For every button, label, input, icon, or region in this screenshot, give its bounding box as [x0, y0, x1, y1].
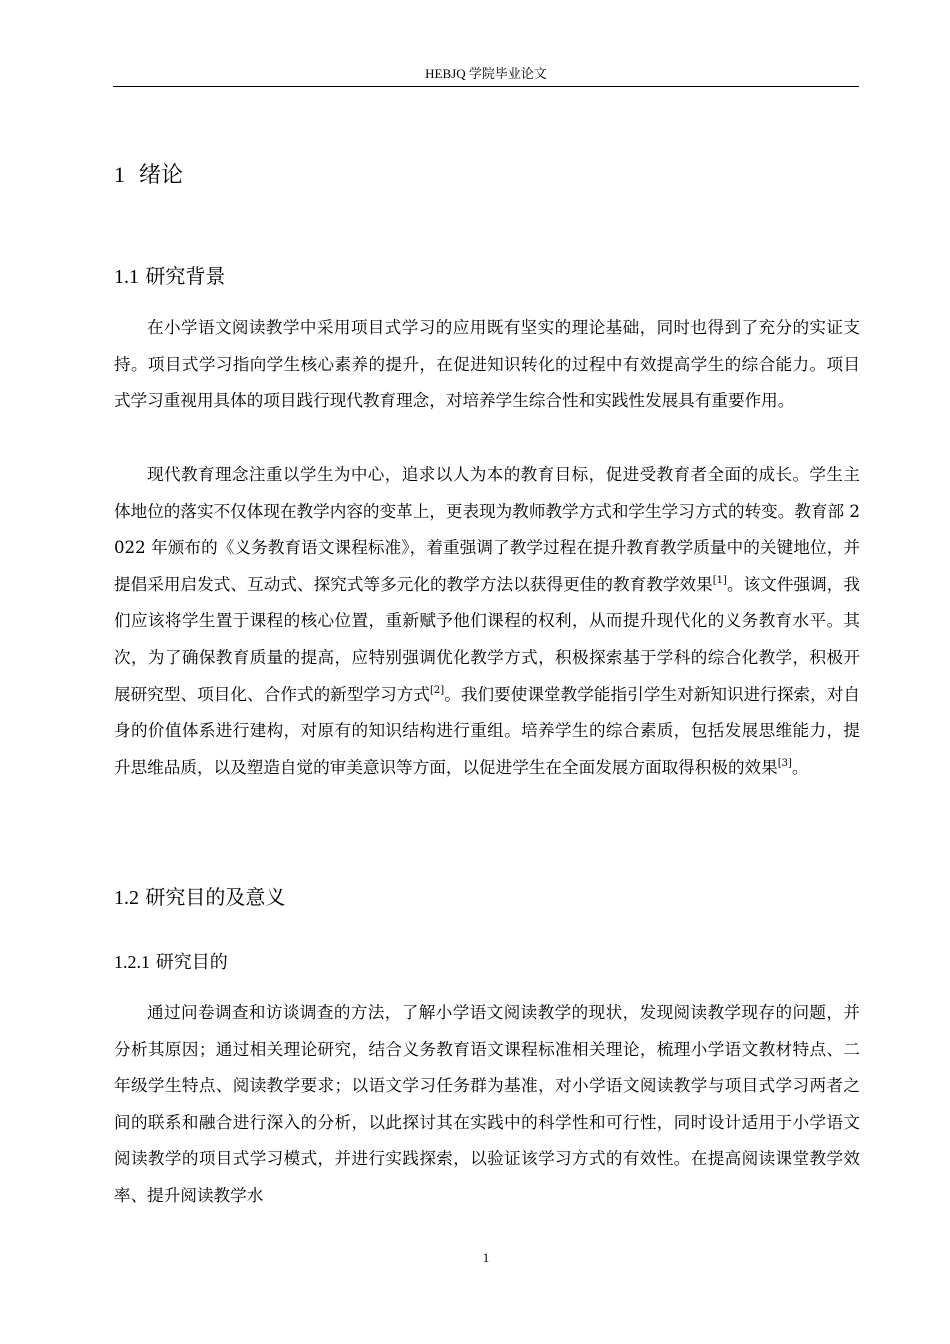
subsection-number: 1.2.1	[114, 952, 150, 972]
paragraph-text: 。我们要使课堂教学能指引学生对新知识进行探索，对自身的价值体系进行建构，对原有的知识结构进行重组。培养学生的综合素质，包括发展思维能力，提升思维品质，以及塑造自觉的审美意识等方面，以促进学生在全面发展方面取得积极的效果	[114, 684, 860, 777]
paragraph-text: 。	[791, 757, 809, 777]
chapter-heading	[114, 160, 183, 191]
chapter-number: 1	[114, 162, 125, 187]
section-heading-1-2	[114, 883, 285, 912]
paragraph-background-2	[114, 457, 860, 786]
citation-ref-3: [3]	[777, 757, 792, 769]
paragraph-text: 。该文件强调，我们应该将学生置于课程的核心位置，重新赋予他们课程的权利，从而提升现代化的义务教育水平。其次，为了确保教育质量的提高，应特别强调优化教学方式，积极探索基于学科的综合化教学，积极开展研究型、项目化、合作式的新型学习方式	[114, 574, 861, 704]
section-number: 1.1	[114, 266, 139, 288]
citation-ref-2: [2]	[430, 684, 445, 696]
citation-ref-1: [1]	[712, 574, 727, 586]
subsection-title: 研究目的	[155, 952, 228, 973]
page-number: 1	[482, 1250, 490, 1265]
section-title: 研究背景	[145, 264, 226, 288]
running-header: HEBJQ 学院毕业论文	[425, 66, 547, 81]
paragraph-purpose: 通过问卷调查和访谈调查的方法，了解小学语文阅读教学的现状，发现阅读教学现存的问题，并分析其原因；通过相关理论研究，结合义务教育语文课程标准相关理论，梳理小学语文教材特点、二年级学生特点、阅读教学要求；以语文学习任务群为基准，对小学语文阅读教学与项目式学习两者之间的联系和融合进行深入的分析，以此探讨其在实践中的科学性和可行性，同时设计适用于小学语文阅读教学的项目式学习模式，并进行实践探索，以验证该学习方式的有效性。在提高阅读课堂教学效率、提升阅读教学水	[114, 1003, 860, 1205]
section-number: 1.2	[114, 887, 139, 909]
subsection-heading-1-2-1	[114, 949, 228, 976]
paragraph-background-1: 在小学语文阅读教学中采用项目式学习的应用既有坚实的理论基础，同时也得到了充分的实证支持。项目式学习指向学生核心素养的提升，在促进知识转化的过程中有效提高学生的综合能力。项目式学习重视用具体的项目践行现代教育理念，对培养学生综合性和实践性发展具有重要作用。	[114, 318, 860, 411]
paragraph-text: 现代教育理念注重以学生为中心，追求以人为本的教育目标，促进受教育者全面的成长。学生主体地位的落实不仅体现在教学内容的变革上，更表现为教师教学方式和学生学习方式的转变。教育部 2022 年颁布的《义务教育语文课程标准》，着重强调了教学过程在提升教育教学质量中的关键地位，并提倡采用启发式、互动式、探究式等多元化的教学方法以获得更佳的教育教学效果	[114, 465, 860, 594]
chapter-title: 绪论	[139, 163, 184, 188]
section-title: 研究目的及意义	[145, 885, 286, 909]
header-rule	[113, 86, 859, 87]
section-heading-1-1	[114, 262, 225, 291]
